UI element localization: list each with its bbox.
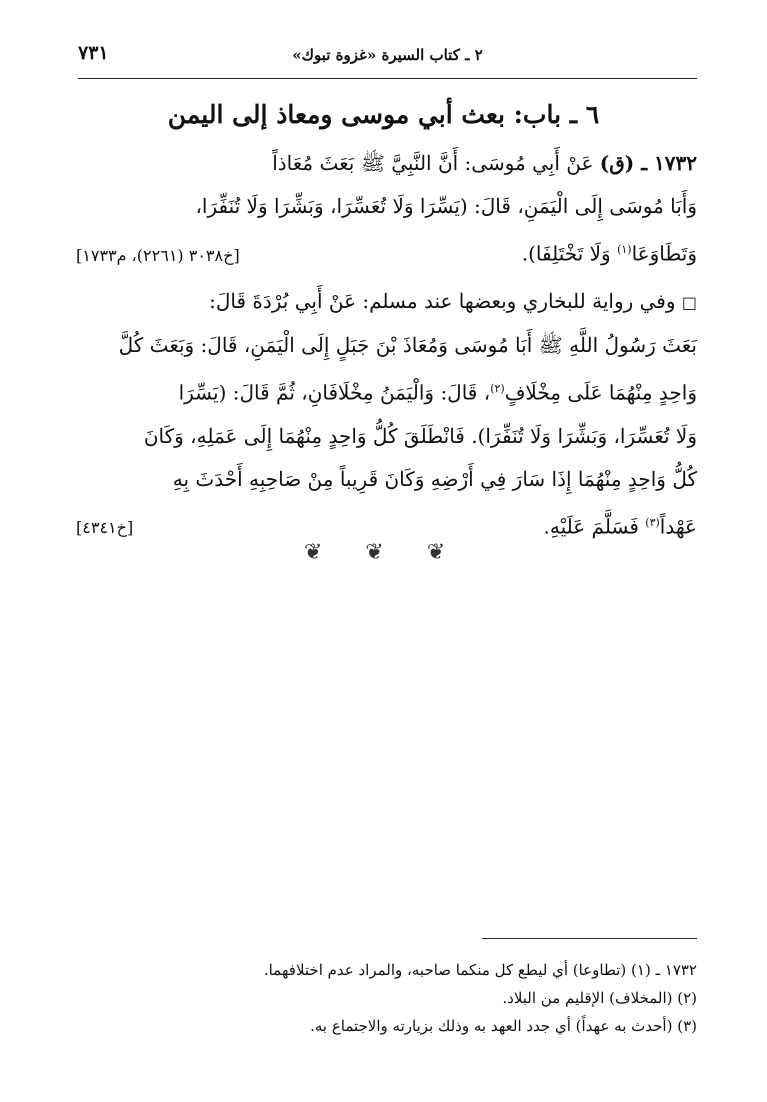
footnote-marker-3: (٣) [645,515,660,529]
variant-narration [76,280,697,549]
hadith-text-3 [522,228,697,276]
chapter-title: ٦ ـ باب: بعث أبي موسى ومعاذ إلى اليمن [167,100,600,129]
section-divider-ornament-icon: ❦ ❦ ❦ [303,540,464,565]
variant-text-1: وفي رواية للبخاري وبعضها عند مسلم: عَنْ أَبِي بُرْدَةَ قَالَ: [209,289,676,313]
variant-line-5: كُلُّ وَاحِدٍ مِنْهُمَا إِذَا سَارَ فِي أَرْضِهِ وَكَانَ قَرِيباً مِنْ صَاحِبِهِ أَحْدَثَ بِهِ [172,466,697,491]
variant-reference: [خ٤٣٤١] [76,518,134,538]
footnote-2: (٢) (المخلاف) الإقليم من البلاد. [502,989,697,1007]
hadith-reference: [خ٣٠٣٨ (٢٢٦١)، م١٧٣٣] [76,245,240,265]
footnote-rule [482,938,697,939]
variant-line-3 [76,367,697,415]
variant-text-6a: عَهْداً [659,514,697,539]
footnote-3: (٣) (أحدث به عهداً) أي جدد العهد به وذلك بزيارته والاجتماع به. [310,1017,697,1035]
hadith-line-3 [76,228,697,277]
hadith-1732 [76,142,697,277]
hadith-text-3b: وَلَا تَخْتَلِفَا). [521,241,611,266]
page-header [78,38,697,79]
variant-line-2: بَعَثَ رَسُولُ اللَّهِ ﷺ أَبَا مُوسَى وَمُعَاذَ بْنَ جَبَلٍ إِلَى الْيَمَنِ، قَالَ: وَبَعَثَ كُلَّ [118,333,697,357]
variant-text-3b: ، قَالَ: وَالْيَمَنُ مِخْلَافَانِ، ثُمَّ قَالَ: (يَسِّرَا [178,380,491,405]
hadith-text-3a: وَتَطَاوَعَا [631,241,697,266]
footnote-marker-1: (١) [617,243,632,256]
variant-line-4: وَلَا تُعَسِّرَا، وَبَشِّرَا وَلَا تُنَفِّرَا). فَانْطَلَقَ كُلُّ وَاحِدٍ مِنْهُمَا إِلَى عَمَلِهِ، وَكَانَ [143,423,697,448]
variant-line-1 [76,280,697,324]
hadith-text-1: عَنْ أَبِي مُوسَى: أَنَّ النَّبِيَّ ﷺ بَعَثَ مُعَاذاً [272,151,594,175]
hadith-line-2: وَأَبَا مُوسَى إِلَى الْيَمَنِ، قَالَ: (يَسِّرَا وَلَا تُعَسِّرَا، وَبَشِّرَا وَلَا تُنَفِّرَا، [195,194,697,218]
hadith-number: ١٧٣٢ ـ (ق) [599,151,697,175]
footnote-marker-2: (٢) [490,382,505,395]
hadith-line-1 [76,142,697,185]
footnote-1: ١٧٣٢ ـ (١) (تطاوعا) أي ليطع كل منكما صاحبه، والمراد عدم اختلافهما. [263,961,697,979]
page-number: ٧٣١ [78,42,109,64]
box-marker-icon: □ [681,293,697,312]
footnotes [76,956,697,1040]
variant-text-6b: فَسَلَّمَ عَلَيْهِ. [543,514,639,539]
variant-text-3a: وَاحِدٍ مِنْهُمَا عَلَى مِخْلَافٍ [504,380,697,405]
running-title: ٢ ـ كتاب السيرة «غزوة تبوك» [292,46,483,64]
